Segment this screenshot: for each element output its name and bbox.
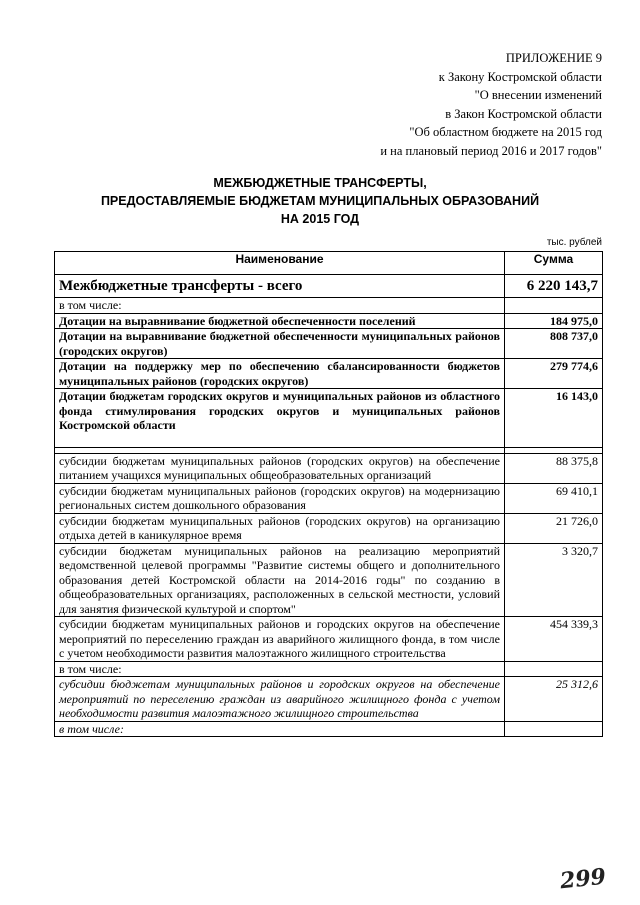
row-name: Дотации на выравнивание бюджетной обеспеченности муниципальных районов (городских округов) <box>55 329 505 359</box>
table-row <box>55 329 603 359</box>
document-title <box>0 174 640 228</box>
appendix-line: в Закон Костромской области <box>445 106 602 121</box>
row-name: в том числе: <box>55 298 505 314</box>
title-line-2: ПРЕДОСТАВЛЯЕМЫЕ БЮДЖЕТАМ МУНИЦИПАЛЬНЫХ ОБРАЗОВАНИЙ <box>100 194 540 208</box>
appendix-line: и на плановый период 2016 и 2017 годов" <box>380 143 602 158</box>
row-name: в том числе: <box>55 721 505 737</box>
row-name: Дотации на выравнивание бюджетной обеспеченности поселений <box>55 313 505 329</box>
row-name: субсидии бюджетам муниципальных районов (городских округов) на организацию отдыха детей в каникулярное время <box>55 513 505 543</box>
table-row <box>55 661 603 677</box>
table-row <box>55 313 603 329</box>
table-row <box>55 453 603 483</box>
row-sum: 25 312,6 <box>505 677 603 722</box>
row-name: Дотации бюджетам городских округов и муниципальных районов из областного фонда стимулирования городских округов и муниципальных районов Костромской области <box>55 389 505 448</box>
table-row <box>55 298 603 314</box>
table-row <box>55 543 603 617</box>
table-row-total <box>55 275 603 298</box>
appendix-line: "Об областном бюджете на 2015 год <box>409 125 602 139</box>
table-row <box>55 721 603 737</box>
table-row <box>55 677 603 722</box>
row-name: субсидии бюджетам муниципальных районов (городских округов) на обеспечение питанием учащихся муниципальных общеобразовательных организаций <box>55 453 505 483</box>
table-header-row <box>55 252 603 275</box>
row-sum <box>505 661 603 677</box>
header-sum: Сумма <box>505 252 603 275</box>
table-row <box>55 617 603 662</box>
row-sum: 454 339,3 <box>505 617 603 662</box>
header-name: Наименование <box>55 252 505 275</box>
title-line-1: МЕЖБЮДЖЕТНЫЕ ТРАНСФЕРТЫ, <box>213 176 427 190</box>
row-sum: 88 375,8 <box>505 453 603 483</box>
row-sum <box>505 721 603 737</box>
row-sum: 16 143,0 <box>505 389 603 448</box>
row-sum: 3 320,7 <box>505 543 603 617</box>
row-name: в том числе: <box>55 661 505 677</box>
row-sum <box>505 298 603 314</box>
row-name: субсидии бюджетам муниципальных районов (городских округов) на модернизацию региональных систем дошкольного образования <box>55 483 505 513</box>
appendix-block <box>282 49 602 160</box>
row-name: Межбюджетные трансферты - всего <box>55 275 505 298</box>
row-sum: 279 774,6 <box>505 359 603 389</box>
row-sum: 808 737,0 <box>505 329 603 359</box>
appendix-line: ПРИЛОЖЕНИЕ 9 <box>505 51 602 65</box>
row-name: Дотации на поддержку мер по обеспечению сбалансированности бюджетов муниципальных районов (городских округов) <box>55 359 505 389</box>
units-label: тыс. рублей <box>546 237 602 248</box>
appendix-line: "О внесении изменений <box>474 88 602 102</box>
table-row <box>55 513 603 543</box>
title-line-3: НА 2015 ГОД <box>280 212 360 226</box>
row-name: субсидии бюджетам муниципальных районов на реализацию мероприятий ведомственной целевой программы "Развитие системы общего и дополнительного образования детей Костромской области на 2014-2016 годы" по созданию в общеобразовательных организациях, расположенных в сельской местности, условий для занятия физической культурой и спортом" <box>55 543 505 617</box>
row-name: субсидии бюджетам муниципальных районов и городских округов на обеспечение мероприятий по переселению граждан из аварийного жилищного фонда с учетом необходимости развития малоэтажного жилищного строительства <box>55 677 505 722</box>
row-sum: 69 410,1 <box>505 483 603 513</box>
appendix-line: к Закону Костромской области <box>438 69 602 84</box>
row-sum: 6 220 143,7 <box>505 275 603 298</box>
table-row <box>55 359 603 389</box>
row-sum: 21 726,0 <box>505 513 603 543</box>
row-name: субсидии бюджетам муниципальных районов и городских округов на обеспечение мероприятий по переселению граждан из аварийного жилищного фонда, в том числе с учетом необходимости развития малоэтажного жилищного строительства <box>55 617 505 662</box>
page-number: 299 <box>558 863 608 895</box>
row-sum: 184 975,0 <box>505 313 603 329</box>
transfers-table <box>54 251 603 737</box>
table-row <box>55 389 603 448</box>
table-row <box>55 483 603 513</box>
